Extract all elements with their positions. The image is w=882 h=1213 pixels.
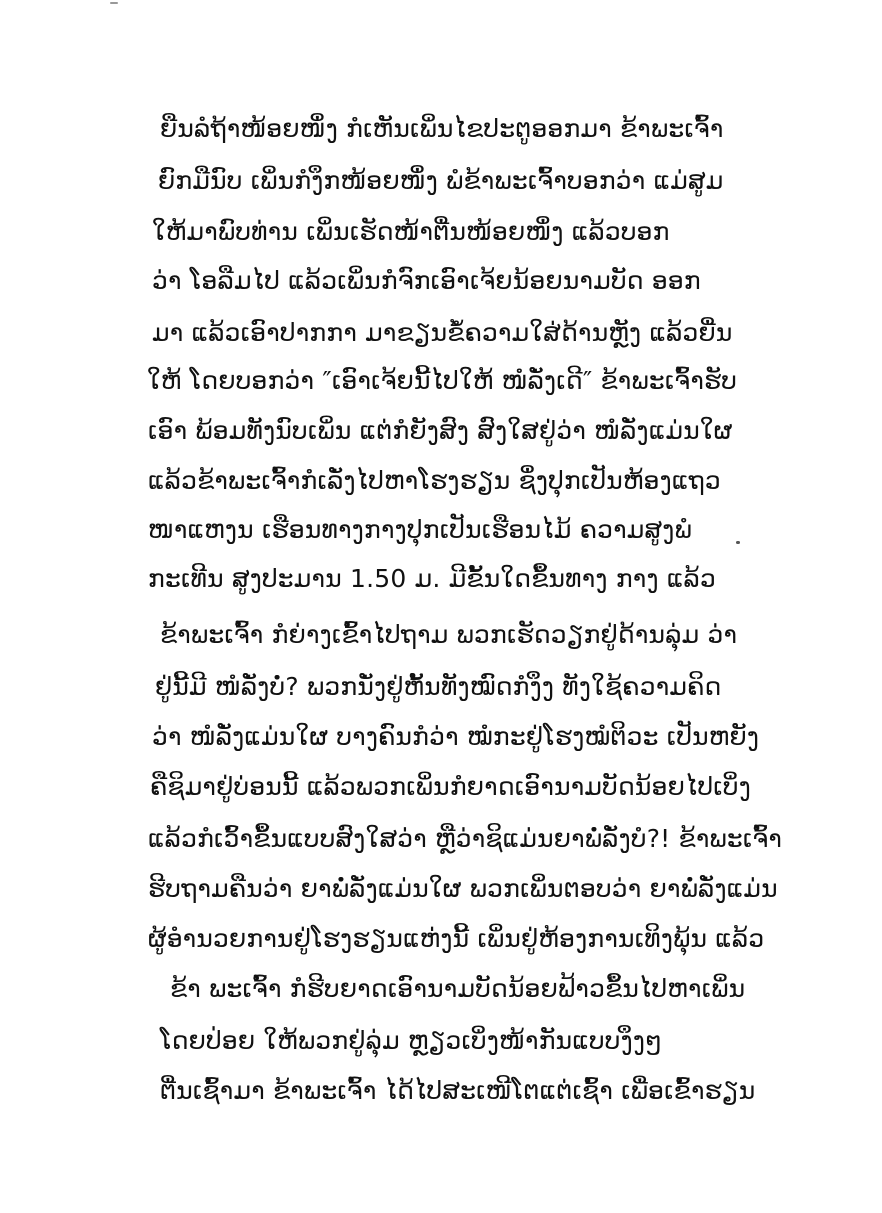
text-line: ໜາແຫງນ ເຮືອນທາງກາງປຸກເປັນເຮືອນໄມ້ ຄວາມສູງພໍ <box>148 515 692 544</box>
text-line: ວ່າ ໂອລືມໄປ ແລ້ວເພິ່ນກໍຈົກເອົາເຈ້ຍນ້ອຍນາມບັດ ອອກ <box>152 266 701 295</box>
scan-speck <box>736 541 740 544</box>
text-line: ຮີບຖາມຄືນວ່າ ຍາພໍ່ລັ່ງແມ່ນໃຜ ພວກເພິ່ນຕອບວ່າ ຍາພໍ່ລັ່ງແມ່ນ <box>148 874 778 903</box>
text-line: ແລ້ວກໍເວົ້າຂຶ້ນແບບສົງໃສວ່າ ຫຼືວ່າຊິແມ່ນຍາພໍ່ລັ່ງບໍ?! ຂ້າພະເຈົ້າ <box>148 824 783 853</box>
text-line: ໃຫ້ ໂດຍບອກວ່າ ″ເອົາເຈ້ຍນີ້ໄປໃຫ້ ໜໍລັ່ງເດີ″ ຂ້າພະເຈົ້າຮັບ <box>147 366 738 395</box>
scan-speck <box>110 2 118 4</box>
text-line: ເອົາ ພ້ອມທັງນົບເພິ່ນ ແຕ່ກໍຍັງສົງ ສົງໃສຢູ່ວ່າ ໜໍລັ່ງແມ່ນໃຜ <box>148 416 733 445</box>
text-line: ຢູ່ນີ້ມີ ໜໍລັ່ງບໍ່? ພວກນັ່ງຢູ່ຫັ້ນທັງໝົດກໍງຶງ ທັງໃຊ້ຄວາມຄິດ <box>155 672 722 701</box>
text-line: ຍືນລໍຖ້າໜ້ອຍໜຶ່ງ ກໍເຫັນເພິ່ນໄຂປະຕູອອກມາ ຂ້າພະເຈົ້າ <box>160 114 724 143</box>
text-line: ຍົກມືນົບ ເພິ່ນກໍງຶກໜ້ອຍໜຶ່ງ ພໍຂ້າພະເຈົ້າບອກວ່າ ແມ່ສູມ <box>158 166 724 195</box>
text-line: ຜູ້ອຳນວຍການຢູ່ໂຮງຮຽນແຫ່ງນີ້ ເພິ່ນຢູ່ຫ້ອງການເທິງພຸ້ນ ແລ້ວ <box>148 924 765 953</box>
text-line: ກະເທີນ ສູງປະມານ 1.50 ມ. ມີຂັ້ນໃດຂຶ້ນທາງ ກາງ ແລ້ວ <box>148 564 716 593</box>
text-line: ແລ້ວຂ້າພະເຈົ້າກໍເລັ່ງໄປຫາໂຮງຮຽນ ຊຶ່ງປຸກເປັນຫ້ອງແຖວ <box>148 466 721 495</box>
text-line: ຂ້າ ພະເຈົ້າ ກໍຮີບຍາດເອົານາມບັດນ້ອຍຟ້າວຂຶ້ນໄປຫາເພິ່ນ <box>170 974 746 1003</box>
text-line: ໃຫ້ມາພົບທ່ານ ເພິ່ນເຮັດໜ້າຕື່ນໜ້ອຍໜຶ່ງ ແລ້ວບອກ <box>152 217 670 246</box>
text-line: ຂ້າພະເຈົ້າ ກໍຍ່າງເຂົ້າໄປຖາມ ພວກເຮັດວຽກຢູ່ດ້ານລຸ່ມ ວ່າ <box>160 620 738 649</box>
text-line: ຕື່ນເຊົ້າມາ ຂ້າພະເຈົ້າ ໄດ້ໄປສະເໜີໂຕແຕ່ເຊົ້າ ເພື່ອເຂົ້າຮຽນ <box>160 1076 756 1105</box>
text-line: ຄືຊິມາຢູ່ບ່ອນນີ້ ແລ້ວພວກເພິ່ນກໍຍາດເອົານາມບັດນ້ອຍໄປເບິ່ງ <box>150 772 751 801</box>
text-line: ມາ ແລ້ວເອົາປາກກາ ມາຂຽນຂໍ້ຄວາມໃສ່ດ້ານຫຼັງ ແລ້ວຍື່ນ <box>152 318 733 347</box>
text-line: ໂດຍປ່ອຍ ໃຫ້ພວກຢູ່ລຸ່ມ ຫຼຽວເບິ່ງໜ້າກັນແບບງຶງໆ <box>160 1026 663 1055</box>
text-line: ວ່າ ໜໍລັ່ງແມ່ນໃຜ ບາງຄົນກໍວ່າ ໝໍກະຢູ່ໂຮງໝໍຕິວະ ເປັນຫຍັງ <box>152 722 760 751</box>
